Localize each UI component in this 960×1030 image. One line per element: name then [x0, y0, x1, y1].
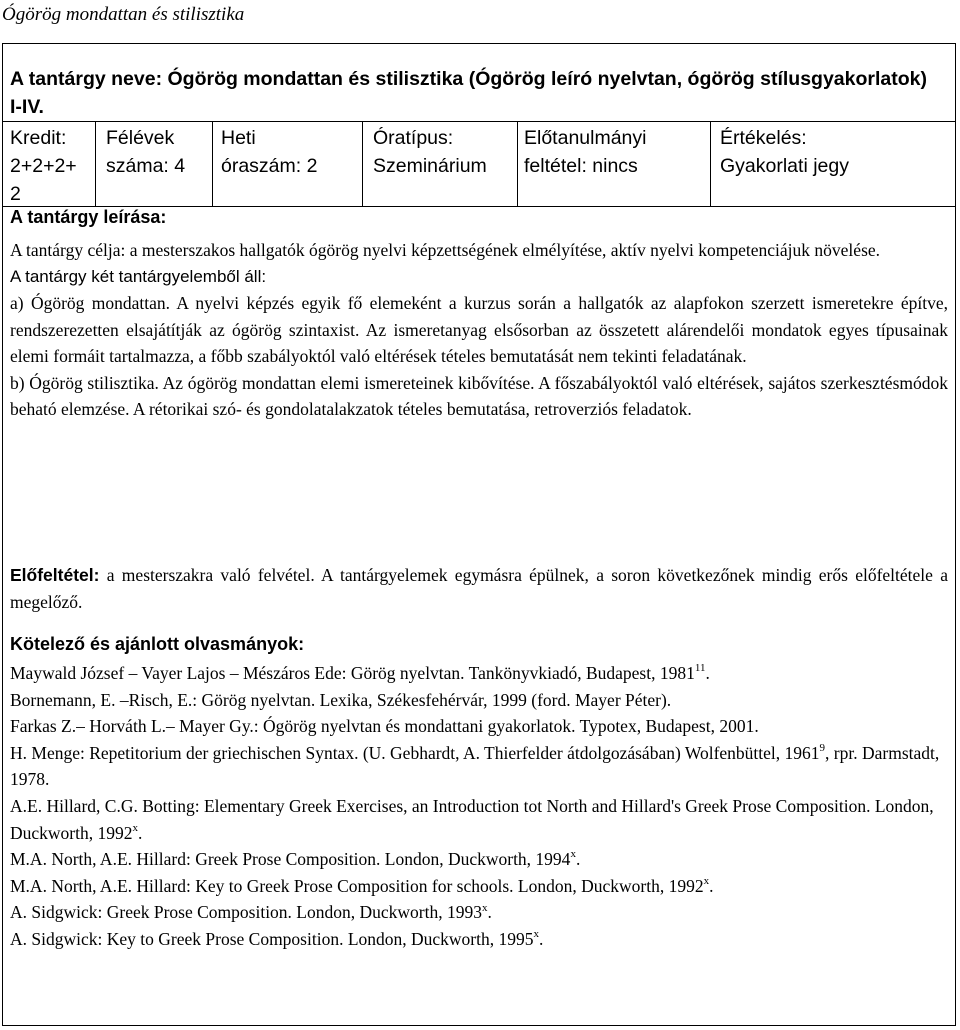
info-divider-2	[212, 121, 213, 206]
semesters-value: száma: 4	[106, 155, 186, 177]
reading-item	[10, 846, 950, 873]
reading-tail: .	[539, 928, 544, 949]
reading-text: A.E. Hillard, C.G. Botting: Elementary Greek Exercises, an Introduction tot North and Hillard's Greek Prose Composition. London, Duckworth, 1992	[10, 795, 934, 843]
part-a-description: a) Ógörög mondattan. A nyelvi képzés egyik fő elemeként a kurzus során a hallgatók az alapfokon szerzett ismeretekre építve, rendszerezetten elsajátítják az ógörög szintaxist. Az ismeretanyag elsősorban az összetett alárendelői mondatok egyes típusainak elemi formáit tartalmazza, a főbb szabályoktól való eltérések tételes bemutatását nem tekinti feladatának.	[10, 293, 948, 366]
reading-item	[10, 899, 950, 926]
course-name: A tantárgy neve: Ógörög mondattan és stilisztika (Ógörög leíró nyelvtan, ógörög stílusgyakorlatok) I-IV.	[10, 68, 928, 118]
reading-item	[10, 873, 950, 900]
reading-tail: .	[709, 875, 714, 896]
prereq-label: Előtanulmányi	[524, 127, 647, 149]
info-row-top-border	[2, 121, 956, 122]
credit-value-2: 2	[10, 183, 21, 205]
reading-text: A. Sidgwick: Key to Greek Prose Composition. London, Duckworth, 1995	[10, 928, 534, 949]
reading-text: A. Sidgwick: Greek Prose Composition. London, Duckworth, 1993	[10, 902, 482, 923]
info-divider-1	[95, 121, 96, 206]
reading-text: H. Menge: Repetitorium der griechischen Syntax. (U. Gebhardt, A. Thierfelder átdolgozásában) Wolfenbüttel, 1961	[10, 742, 820, 763]
semesters-label: Félévek	[106, 127, 175, 149]
credit-value: 2+2+2+	[10, 155, 77, 177]
readings-list	[10, 660, 950, 953]
reading-edition-sup: x	[570, 848, 576, 861]
eval-cell	[720, 124, 950, 180]
course-goal: A tantárgy célja: a mesterszakos hallgatók ógörög nyelvi képzettségének elmélyítése, aktív nyelvi kompetenciájuk növelése.	[10, 240, 881, 260]
eval-label: Értékelés:	[720, 127, 807, 149]
reading-text: Maywald József – Vayer Lajos – Mészáros Ede: Görög nyelvtan. Tankönyvkiadó, Budapest, 1981	[10, 663, 695, 683]
info-divider-4	[517, 121, 518, 206]
type-cell	[373, 124, 515, 180]
credit-cell	[10, 124, 92, 208]
reading-text: M.A. North, A.E. Hillard: Key to Greek Prose Composition for schools. London, Duckworth, 1992	[10, 875, 704, 896]
reading-tail: .	[137, 822, 143, 843]
reading-item	[10, 660, 950, 687]
page-header-title: Ógörög mondattan és stilisztika	[2, 4, 245, 25]
reading-item	[10, 926, 950, 953]
hours-cell	[221, 124, 359, 180]
type-label: Óratípus:	[373, 127, 454, 149]
reading-item	[10, 713, 950, 740]
info-divider-3	[362, 121, 363, 206]
reading-item	[10, 687, 950, 714]
prerequisite-label: Előfeltétel:	[10, 565, 100, 585]
hours-value: óraszám: 2	[221, 155, 318, 177]
reading-tail: .	[575, 849, 581, 870]
reading-text: Bornemann, E. –Risch, E.: Görög nyelvtan. Lexika, Székesfehérvár, 1999 (ford. Mayer Péter).	[10, 689, 672, 710]
credit-label: Kredit:	[10, 127, 67, 149]
prereq-cell	[524, 124, 708, 180]
semesters-cell	[106, 124, 210, 180]
readings-heading: Kötelező és ajánlott olvasmányok:	[10, 634, 305, 654]
reading-edition-sup: x	[481, 901, 488, 914]
parts-intro: A tantárgy két tantárgyelemből áll:	[10, 266, 267, 286]
description-heading: A tantárgy leírása:	[10, 207, 167, 227]
hours-label: Heti	[221, 127, 256, 149]
prerequisite-section	[10, 562, 948, 615]
part-b-description: b) Ógörög stilisztika. Az ógörög mondattan elemi ismereteinek kibővítése. A főszabályoktól való eltérések, sajátos szerkesztésmódok beható elemzése. A rétorikai szó- és gondolatalakzatok tételes bemutatása, retroverziós feladatok.	[10, 372, 948, 419]
description-body	[10, 237, 948, 423]
reading-tail: .	[487, 902, 492, 923]
reading-text: M.A. North, A.E. Hillard: Greek Prose Composition. London, Duckworth, 1994	[10, 849, 571, 870]
prerequisite-text: a mesterszakra való felvétel. A tantárgyelemek egymásra épülnek, a soron következőnek mindig erős előfeltétele a megelőző.	[10, 565, 948, 612]
reading-edition-sup: 11	[694, 662, 706, 675]
reading-item	[10, 793, 950, 846]
reading-edition-sup: 9	[819, 741, 826, 754]
type-value: Szeminárium	[373, 155, 487, 177]
reading-edition-sup: x	[703, 874, 710, 887]
eval-value: Gyakorlati jegy	[720, 155, 849, 177]
reading-tail: .	[705, 663, 710, 683]
prereq-value: feltétel: nincs	[524, 155, 638, 177]
reading-tail: , rpr. Darmstadt, 1978.	[10, 742, 940, 790]
reading-text: Farkas Z.– Horváth L.– Mayer Gy.: Ógörög nyelvtan és mondattani gyakorlatok. Typotex, Budapest, 2001.	[10, 716, 759, 737]
reading-item	[10, 740, 950, 793]
info-divider-5	[710, 121, 711, 206]
reading-edition-sup: x	[533, 928, 539, 941]
reading-edition-sup: x	[132, 821, 138, 834]
